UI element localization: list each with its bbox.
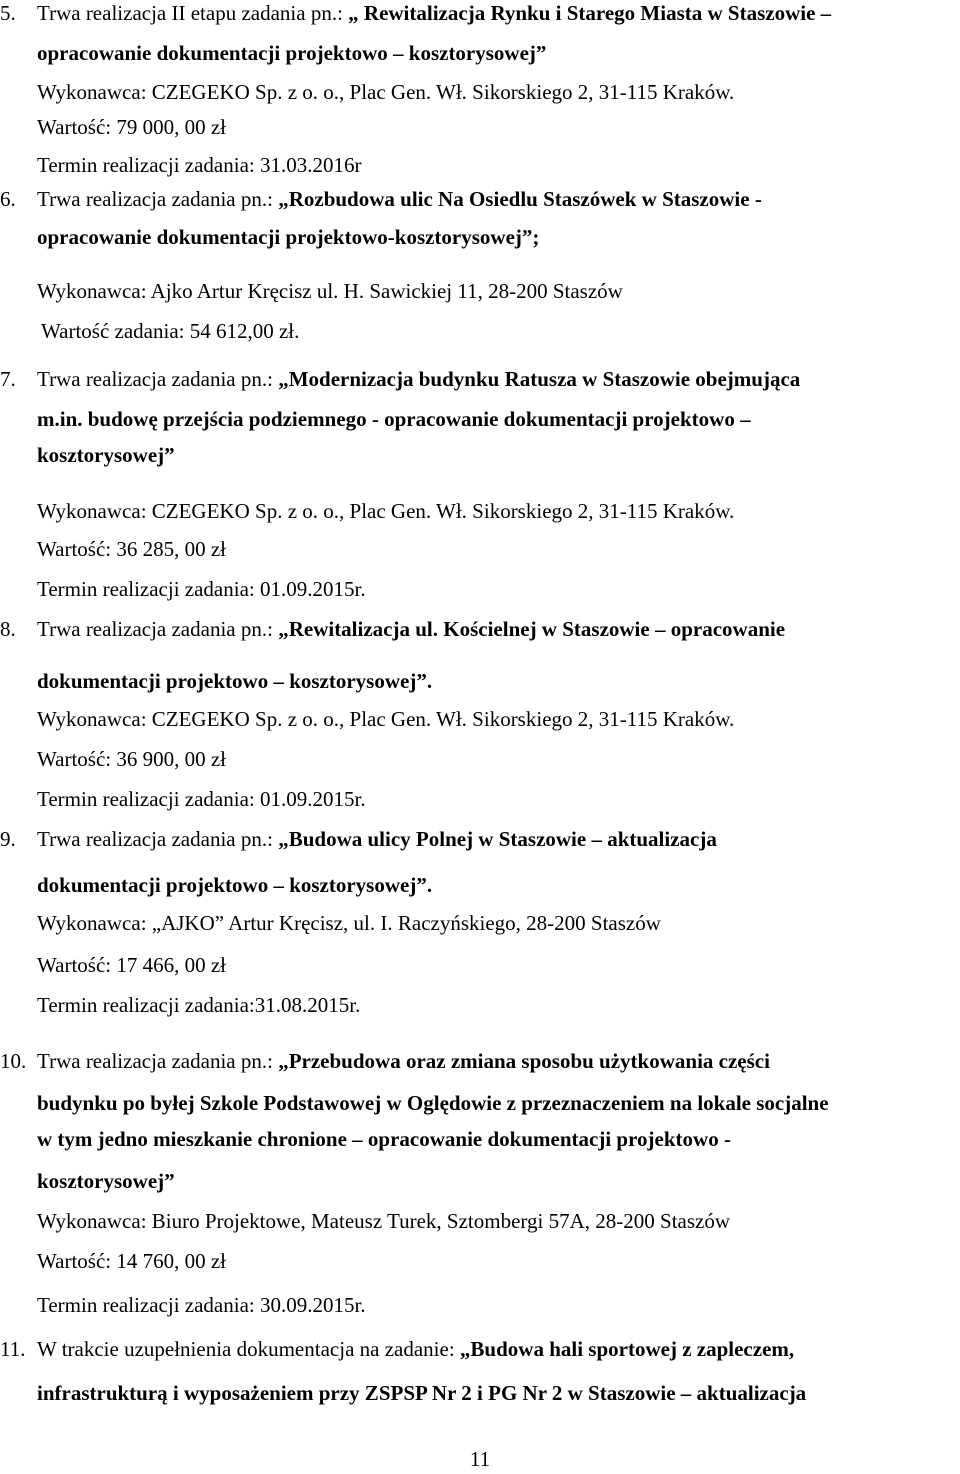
line-text	[41, 316, 299, 346]
line-text	[37, 77, 734, 107]
line-text	[37, 38, 546, 68]
list-item-number: 10.	[0, 1049, 27, 1073]
body-text: Trwa realizacja II etapu zadania pn.:	[37, 1, 349, 25]
task-title-text: m.in. budowę przejścia podziemnego - opracowanie dokumentacji projektowo –	[37, 407, 751, 431]
body-text: Wykonawca: CZEGEKO Sp. z o. o., Plac Gen. Wł. Sikorskiego 2, 31-115 Kraków.	[37, 499, 735, 523]
line-text	[37, 704, 734, 734]
line-text	[37, 440, 175, 470]
list-item-number: 7.	[0, 367, 16, 391]
body-text: Wartość: 36 285, 00 zł	[37, 537, 227, 561]
task-title-text: infrastrukturą i wyposażeniem przy ZSPSP Nr 2 i PG Nr 2 w Staszowie – aktualizacja	[37, 1381, 807, 1405]
body-text: Wartość: 79 000, 00 zł	[37, 115, 227, 139]
line-text	[37, 908, 661, 938]
task-title-text: kosztorysowej”	[37, 443, 175, 467]
body-text: Termin realizacji zadania: 01.09.2015r.	[37, 577, 366, 601]
task-title-text: opracowanie dokumentacji projektowo-kosztorysowej”;	[37, 225, 540, 249]
body-text: Wykonawca: Ajko Artur Kręcisz ul. H. Sawickiej 11, 28-200 Staszów	[37, 279, 623, 303]
list-item-number: 11.	[0, 1337, 26, 1361]
line-text	[37, 364, 800, 394]
line-text	[37, 404, 751, 434]
line-text	[37, 1206, 730, 1236]
list-item-number: 6.	[0, 187, 16, 211]
list-item-number: 9.	[0, 827, 16, 851]
body-text: Trwa realizacja zadania pn.:	[37, 1049, 279, 1073]
task-title-text: kosztorysowej”	[37, 1169, 175, 1193]
task-title-text: „Rewitalizacja ul. Kościelnej w Staszowie – opracowanie	[278, 617, 786, 641]
task-title-text: „ Rewitalizacja Rynku i Starego Miasta w Staszowie –	[348, 1, 832, 25]
task-title-text: opracowanie dokumentacji projektowo – kosztorysowej”	[37, 41, 547, 65]
body-text: Wykonawca: Biuro Projektowe, Mateusz Turek, Sztombergi 57A, 28-200 Staszów	[37, 1209, 731, 1233]
line-text	[37, 1246, 226, 1276]
body-text: Wykonawca: CZEGEKO Sp. z o. o., Plac Gen. Wł. Sikorskiego 2, 31-115 Kraków.	[37, 80, 735, 104]
line-text	[37, 1378, 806, 1408]
task-title-text: w tym jedno mieszkanie chronione – opracowanie dokumentacji projektowo -	[37, 1127, 731, 1151]
body-text: Wartość: 36 900, 00 zł	[37, 747, 227, 771]
line-text	[37, 184, 762, 214]
line-text	[37, 614, 785, 644]
line-text	[37, 1290, 366, 1320]
body-text: W trakcie uzupełnienia dokumentacja na zadanie:	[37, 1337, 460, 1361]
list-item-number: 8.	[0, 617, 16, 641]
body-text: Wartość zadania: 54 612,00 zł.	[41, 319, 300, 343]
body-text: Trwa realizacja zadania pn.:	[37, 617, 279, 641]
task-title-text: „Przebudowa oraz zmiana sposobu użytkowania części	[278, 1049, 770, 1073]
list-item-number: 5.	[0, 1, 16, 25]
line-text	[37, 1334, 794, 1364]
body-text: Wykonawca: „AJKO” Artur Kręcisz, ul. I. Raczyńskiego, 28-200 Staszów	[37, 911, 661, 935]
body-text: Termin realizacji zadania:31.08.2015r.	[37, 993, 361, 1017]
line-text	[37, 784, 366, 814]
line-text	[37, 990, 360, 1020]
task-title-text: „Budowa ulicy Polnej w Staszowie – aktualizacja	[278, 827, 717, 851]
line-text	[37, 276, 623, 306]
body-text: Wartość: 17 466, 00 zł	[37, 953, 227, 977]
task-title-text: dokumentacji projektowo – kosztorysowej”.	[37, 873, 433, 897]
body-text: Trwa realizacja zadania pn.:	[37, 367, 279, 391]
task-title-text: budynku po byłej Szkole Podstawowej w Oględowie z przeznaczeniem na lokale socjalne	[37, 1091, 829, 1115]
line-text	[37, 150, 361, 180]
body-text: Trwa realizacja zadania pn.:	[37, 827, 279, 851]
page-number: 11	[469, 1447, 491, 1471]
body-text: Wartość: 14 760, 00 zł	[37, 1249, 227, 1273]
line-text	[37, 534, 226, 564]
line-text	[37, 496, 734, 526]
line-text	[37, 1124, 731, 1154]
line-text	[37, 222, 539, 252]
body-text: Wykonawca: CZEGEKO Sp. z o. o., Plac Gen. Wł. Sikorskiego 2, 31-115 Kraków.	[37, 707, 735, 731]
line-text	[37, 950, 226, 980]
line-text	[37, 1046, 770, 1076]
line-text	[37, 112, 226, 142]
task-title-text: „Budowa hali sportowej z zapleczem,	[459, 1337, 795, 1361]
line-text	[37, 666, 432, 696]
line-text	[37, 824, 717, 854]
body-text: Termin realizacji zadania: 01.09.2015r.	[37, 787, 366, 811]
line-text	[37, 574, 366, 604]
line-text	[37, 744, 226, 774]
body-text: Trwa realizacja zadania pn.:	[37, 187, 279, 211]
body-text: Termin realizacji zadania: 31.03.2016r	[37, 153, 362, 177]
line-text	[37, 1088, 829, 1118]
task-title-text: dokumentacji projektowo – kosztorysowej”.	[37, 669, 433, 693]
line-text	[37, 1166, 175, 1196]
task-title-text: „Rozbudowa ulic Na Osiedlu Staszówek w Staszowie -	[278, 187, 762, 211]
line-text	[37, 870, 432, 900]
body-text: Termin realizacji zadania: 30.09.2015r.	[37, 1293, 366, 1317]
line-text	[37, 0, 831, 28]
task-title-text: „Modernizacja budynku Ratusza w Staszowie obejmująca	[278, 367, 801, 391]
